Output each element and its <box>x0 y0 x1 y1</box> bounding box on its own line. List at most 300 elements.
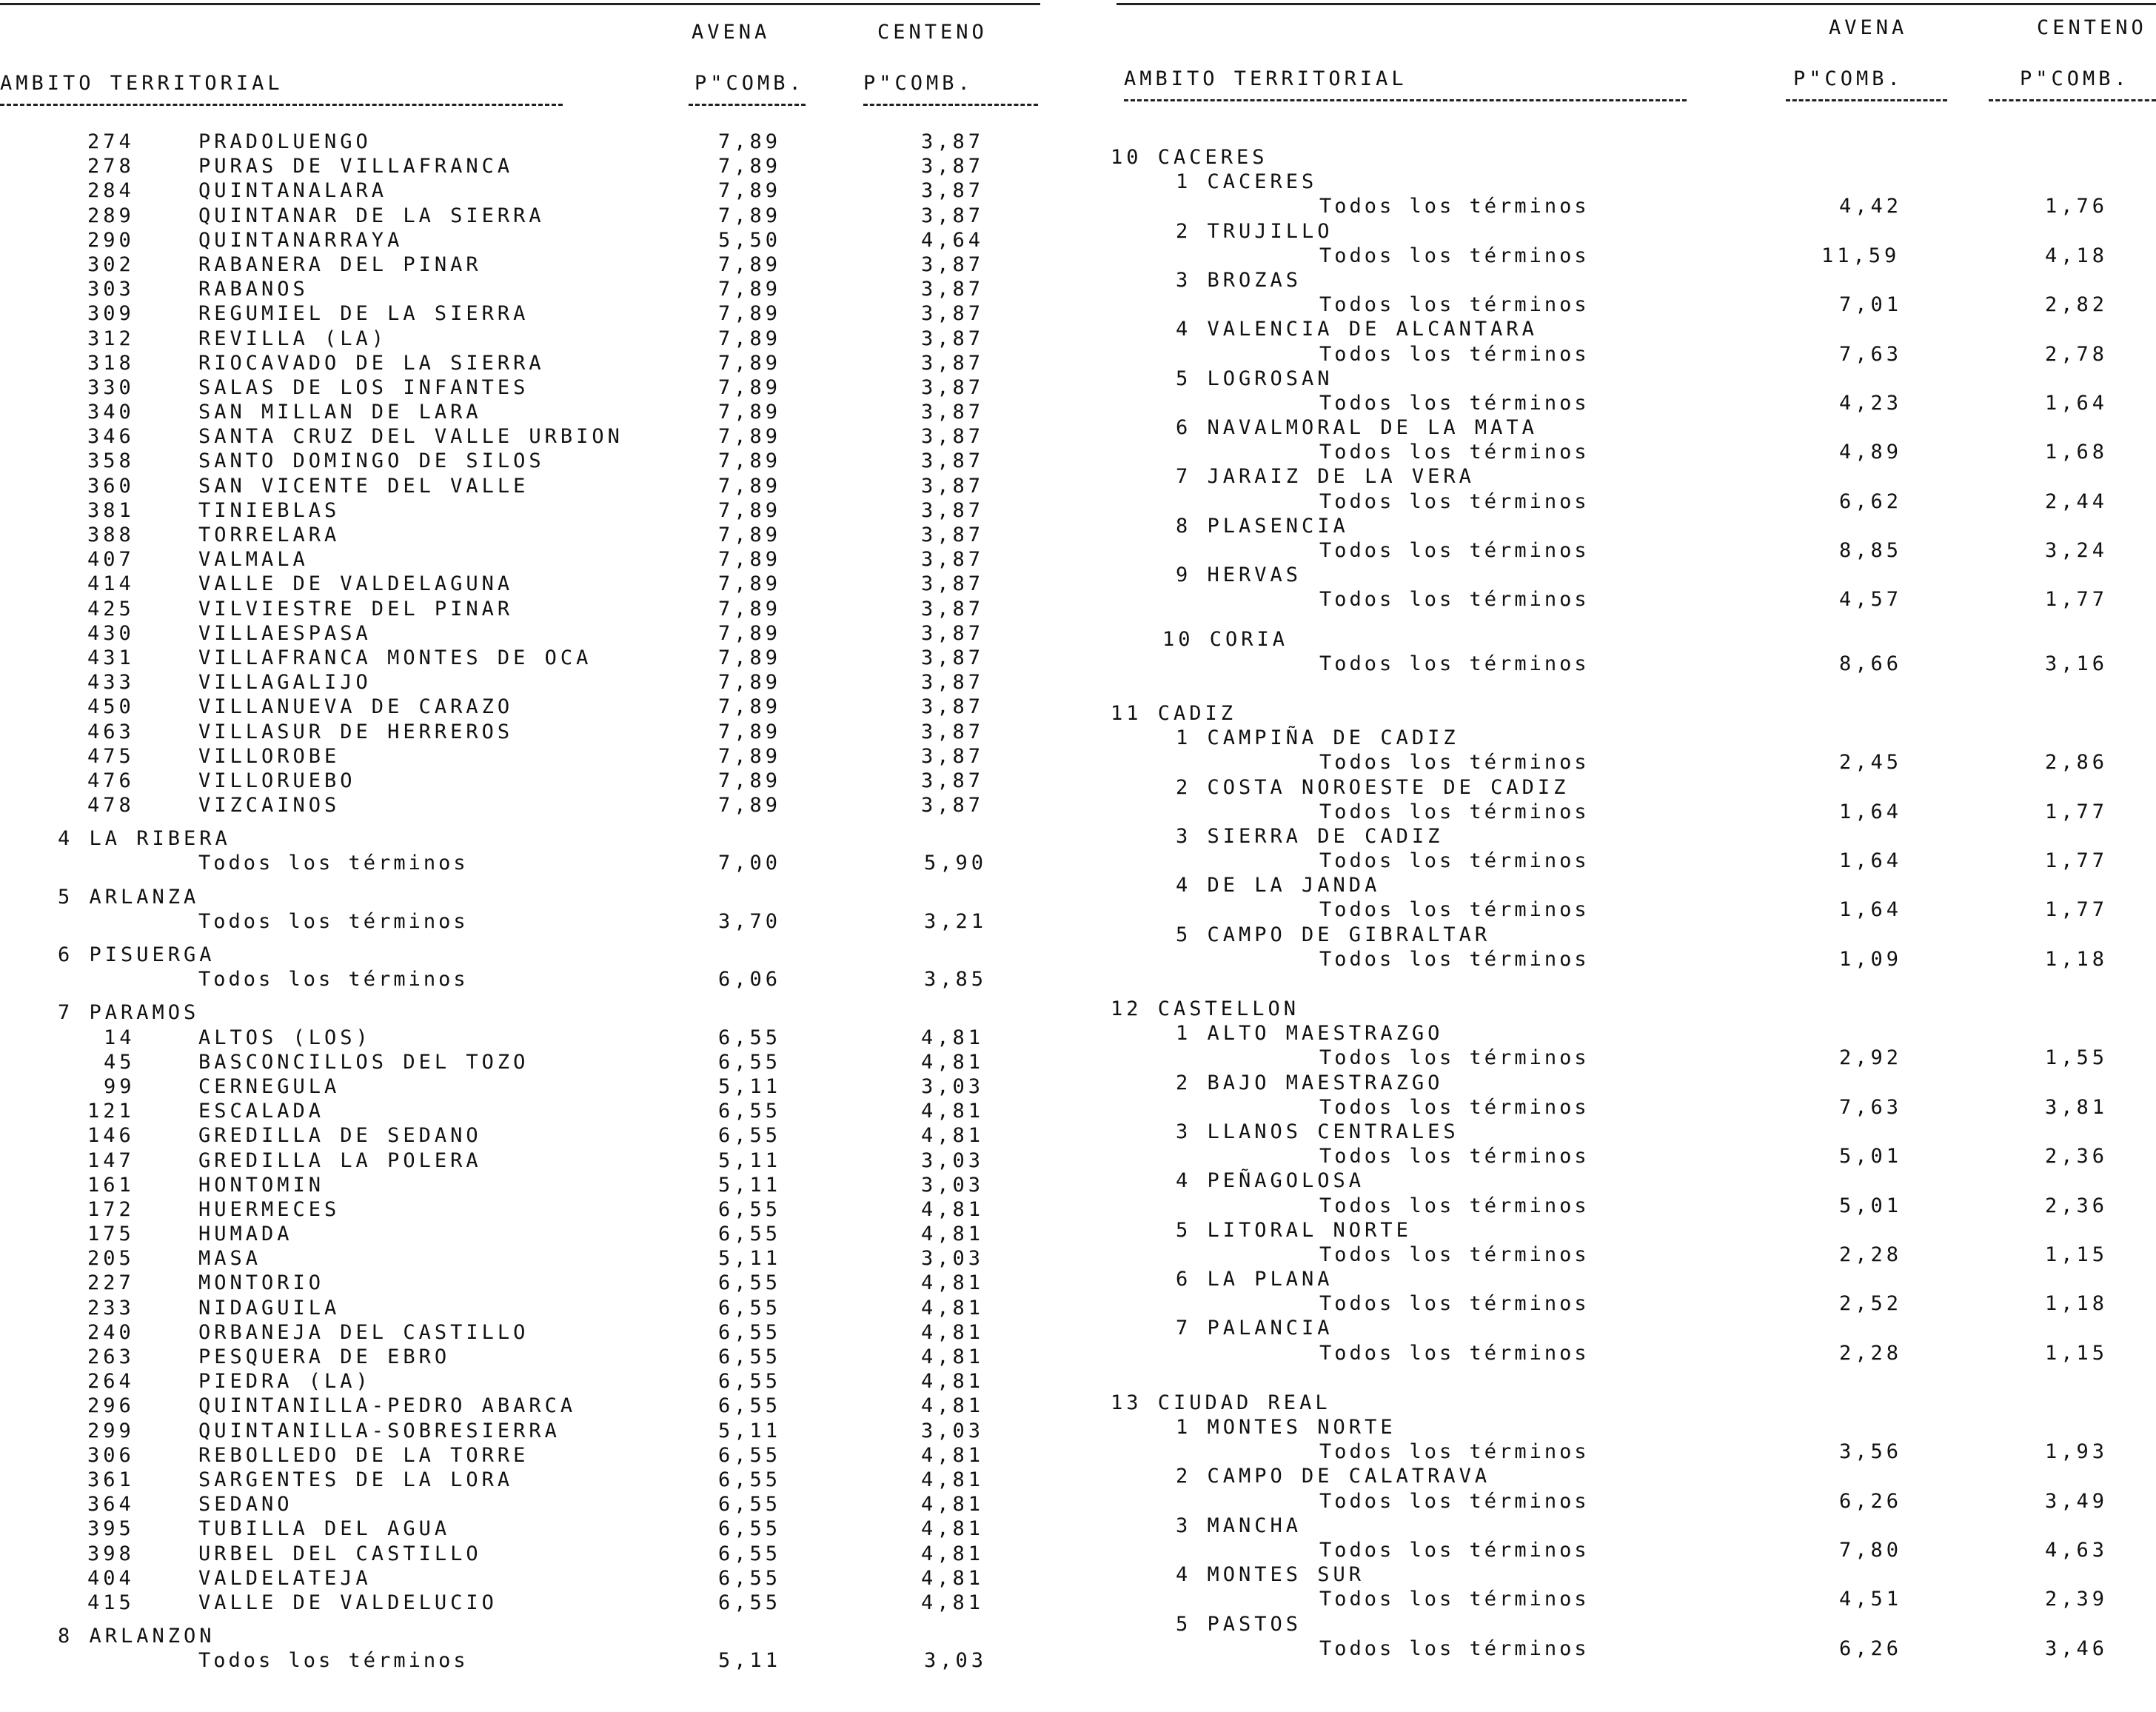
header-underline <box>1124 99 1687 101</box>
header-p-comb-centeno: P"COMB. <box>863 72 974 95</box>
centeno-value: 4,81 <box>921 1493 985 1517</box>
centeno-value: 3,87 <box>921 401 985 424</box>
centeno-value: 1,93 <box>2045 1440 2109 1464</box>
avena-value: 7,89 <box>718 302 782 326</box>
comarca-name: 2 TRUJILLO <box>1176 219 1333 243</box>
todos-label: Todos los términos <box>1319 947 1590 971</box>
comarca-name: 4 VALENCIA DE ALCANTARA <box>1176 318 1538 341</box>
header-p-comb-centeno: P"COMB. <box>2020 67 2130 90</box>
header-avena: AVENA <box>692 21 771 44</box>
centeno-value: 3,03 <box>924 1649 988 1673</box>
comarca-name: 7 PALANCIA <box>1176 1317 1333 1340</box>
municipality-name: QUINTANARRAYA <box>198 228 404 252</box>
municipality-code: 274 <box>87 130 135 153</box>
avena-value: 7,63 <box>1839 342 1903 366</box>
comarca-name: 3 LLANOS CENTRALES <box>1176 1120 1459 1143</box>
municipality-code: 14 <box>104 1026 135 1049</box>
avena-value: 7,80 <box>1839 1538 1903 1562</box>
avena-value: 5,11 <box>718 1074 782 1098</box>
avena-value: 3,70 <box>718 909 782 933</box>
municipality-code: 161 <box>87 1173 135 1197</box>
municipality-name: VALDELATEJA <box>198 1566 372 1590</box>
avena-value: 5,01 <box>1839 1145 1903 1168</box>
centeno-value: 3,87 <box>921 204 985 227</box>
centeno-value: 4,81 <box>921 1566 985 1590</box>
todos-label: Todos los términos <box>1319 293 1590 317</box>
avena-value: 6,55 <box>718 1223 782 1246</box>
municipality-code: 478 <box>87 794 135 817</box>
municipality-code: 264 <box>87 1370 135 1394</box>
comarca-name: 4 PEÑAGOLOSA <box>1176 1169 1365 1193</box>
todos-label: Todos los términos <box>1319 588 1590 612</box>
avena-value: 5,11 <box>718 1173 782 1197</box>
municipality-name: HUMADA <box>198 1223 293 1246</box>
centeno-value: 3,87 <box>921 794 985 817</box>
centeno-value: 4,81 <box>921 1542 985 1565</box>
centeno-value: 2,44 <box>2045 489 2109 513</box>
centeno-value: 3,87 <box>921 155 985 178</box>
header-avena: AVENA <box>1829 16 1908 39</box>
avena-value: 7,89 <box>718 253 782 276</box>
avena-value: 7,89 <box>718 695 782 719</box>
municipality-name: PESQUERA DE EBRO <box>198 1345 451 1368</box>
avena-value: 6,26 <box>1839 1636 1903 1660</box>
header-ambito-territorial: AMBITO TERRITORIAL <box>1124 67 1407 90</box>
avena-value: 7,89 <box>718 351 782 375</box>
centeno-value: 3,87 <box>921 744 985 768</box>
comarca-name: 1 ALTO MAESTRAZGO <box>1176 1022 1444 1046</box>
avena-value: 4,57 <box>1839 588 1903 612</box>
avena-value: 2,45 <box>1839 751 1903 775</box>
municipality-code: 476 <box>87 769 135 792</box>
avena-value: 7,01 <box>1839 293 1903 317</box>
avena-value: 5,01 <box>1839 1194 1903 1217</box>
municipality-name: GREDILLA LA POLERA <box>198 1148 482 1172</box>
municipality-code: 407 <box>87 548 135 572</box>
centeno-value: 4,81 <box>921 1320 985 1344</box>
avena-value: 1,09 <box>1839 947 1903 971</box>
top-rule <box>0 3 1040 5</box>
avena-value: 6,55 <box>718 1345 782 1368</box>
avena-value: 7,89 <box>718 597 782 621</box>
todos-label: Todos los términos <box>1319 539 1590 562</box>
centeno-value: 1,77 <box>2045 588 2109 612</box>
avena-value: 7,89 <box>718 720 782 743</box>
centeno-value: 3,87 <box>921 524 985 546</box>
centeno-value: 3,03 <box>921 1074 985 1098</box>
comarca-name: 5 PASTOS <box>1176 1612 1302 1636</box>
municipality-name: QUINTANILLA-PEDRO ABARCA <box>198 1394 577 1418</box>
municipality-code: 414 <box>87 572 135 596</box>
municipality-name: HONTOMIN <box>198 1173 325 1197</box>
municipality-name: VILLAFRANCA MONTES DE OCA <box>198 646 592 669</box>
centeno-value: 3,03 <box>921 1419 985 1442</box>
centeno-value: 1,77 <box>2045 800 2109 823</box>
comarca-name: 2 CAMPO DE CALATRAVA <box>1176 1465 1491 1488</box>
municipality-name: REVILLA (LA) <box>198 327 388 350</box>
centeno-value: 3,87 <box>921 695 985 719</box>
municipality-code: 175 <box>87 1223 135 1246</box>
centeno-value: 3,87 <box>921 572 985 596</box>
province-name: 13 CIUDAD REAL <box>1111 1391 1331 1414</box>
centeno-value: 3,87 <box>921 621 985 645</box>
centeno-value: 3,87 <box>921 646 985 669</box>
todos-label: Todos los términos <box>1319 1095 1590 1119</box>
municipality-name: HUERMECES <box>198 1197 341 1221</box>
centeno-value: 3,87 <box>921 671 985 695</box>
centeno-value: 3,87 <box>921 548 985 572</box>
municipality-code: 227 <box>87 1271 135 1295</box>
municipality-code: 121 <box>87 1100 135 1123</box>
avena-value: 6,55 <box>718 1443 782 1467</box>
todos-label: Todos los términos <box>1319 195 1590 218</box>
municipality-name: PIEDRA (LA) <box>198 1370 372 1394</box>
avena-value: 7,89 <box>718 278 782 301</box>
municipality-name: ORBANEJA DEL CASTILLO <box>198 1320 529 1344</box>
todos-label: Todos los términos <box>1319 391 1590 415</box>
avena-value: 1,64 <box>1839 898 1903 922</box>
avena-value: 5,11 <box>718 1419 782 1442</box>
municipality-name: VILLAGALIJO <box>198 671 372 695</box>
municipality-code: 312 <box>87 327 135 350</box>
municipality-name: TORRELARA <box>198 524 341 546</box>
municipality-name: VILLASUR DE HERREROS <box>198 720 514 743</box>
avena-value: 7,89 <box>718 327 782 350</box>
municipality-name: RABANOS <box>198 278 309 301</box>
avena-value: 6,55 <box>718 1566 782 1590</box>
municipality-code: 290 <box>87 228 135 252</box>
header-underline <box>1786 99 1947 101</box>
avena-value: 4,42 <box>1839 195 1903 218</box>
centeno-value: 3,87 <box>921 720 985 743</box>
todos-label: Todos los términos <box>1319 1538 1590 1562</box>
todos-label: Todos los términos <box>1319 244 1590 267</box>
comarca-name: 1 MONTES NORTE <box>1176 1416 1396 1439</box>
header-underline <box>863 104 1038 106</box>
centeno-value: 2,36 <box>2045 1145 2109 1168</box>
centeno-value: 3,49 <box>2045 1489 2109 1513</box>
municipality-code: 395 <box>87 1517 135 1541</box>
municipality-code: 475 <box>87 744 135 768</box>
municipality-code: 430 <box>87 621 135 645</box>
avena-value: 7,89 <box>718 572 782 596</box>
municipality-code: 284 <box>87 179 135 203</box>
municipality-code: 463 <box>87 720 135 743</box>
comarca-name: 6 NAVALMORAL DE LA MATA <box>1176 416 1538 440</box>
centeno-value: 2,78 <box>2045 342 2109 366</box>
centeno-value: 1,68 <box>2045 441 2109 464</box>
municipality-name: CERNEGULA <box>198 1074 341 1098</box>
municipality-name: GREDILLA DE SEDANO <box>198 1124 482 1148</box>
centeno-value: 3,87 <box>921 597 985 621</box>
municipality-code: 172 <box>87 1197 135 1221</box>
municipality-name: SARGENTES DE LA LORA <box>198 1468 514 1491</box>
centeno-value: 4,18 <box>2045 244 2109 267</box>
municipality-code: 278 <box>87 155 135 178</box>
avena-value: 7,89 <box>718 794 782 817</box>
todos-label: Todos los términos <box>1319 652 1590 675</box>
municipality-name: VALLE DE VALDELUCIO <box>198 1591 498 1614</box>
comarca-name: 3 SIERRA DE CADIZ <box>1176 824 1444 848</box>
avena-value: 7,89 <box>718 744 782 768</box>
centeno-value: 3,87 <box>921 425 985 449</box>
avena-value: 5,11 <box>718 1649 782 1673</box>
avena-value: 8,85 <box>1839 539 1903 562</box>
region-name: 6 PISUERGA <box>58 943 215 966</box>
todos-label: Todos los términos <box>1319 1292 1590 1316</box>
centeno-value: 3,87 <box>921 449 985 473</box>
comarca-name: 2 COSTA NOROESTE DE CADIZ <box>1176 775 1570 799</box>
avena-value: 6,55 <box>718 1370 782 1394</box>
todos-label: Todos los términos <box>1319 441 1590 464</box>
centeno-value: 4,81 <box>921 1223 985 1246</box>
todos-label: Todos los términos <box>1319 1440 1590 1464</box>
centeno-value: 3,87 <box>921 130 985 153</box>
municipality-code: 431 <box>87 646 135 669</box>
todos-label: Todos los términos <box>1319 800 1590 823</box>
centeno-value: 1,64 <box>2045 391 2109 415</box>
centeno-value: 3,16 <box>2045 652 2109 675</box>
municipality-name: SANTA CRUZ DEL VALLE URBION <box>198 425 623 449</box>
avena-value: 6,55 <box>718 1320 782 1344</box>
avena-value: 6,06 <box>718 968 782 992</box>
todos-label: Todos los términos <box>1319 1243 1590 1266</box>
avena-value: 7,89 <box>718 646 782 669</box>
municipality-name: BASCONCILLOS DEL TOZO <box>198 1050 529 1074</box>
comarca-name: 4 DE LA JANDA <box>1176 874 1381 897</box>
region-name: 5 ARLANZA <box>58 885 200 909</box>
comarca-name: 10 CORIA <box>1162 627 1289 651</box>
municipality-name: QUINTANILLA-SOBRESIERRA <box>198 1419 560 1442</box>
municipality-code: 147 <box>87 1148 135 1172</box>
header-centeno: CENTENO <box>2037 16 2147 39</box>
todos-label: Todos los términos <box>1319 1194 1590 1217</box>
municipality-code: 289 <box>87 204 135 227</box>
centeno-value: 3,03 <box>921 1247 985 1271</box>
municipality-name: RIOCAVADO DE LA SIERRA <box>198 351 545 375</box>
avena-value: 7,89 <box>718 401 782 424</box>
centeno-value: 2,82 <box>2045 293 2109 317</box>
avena-value: 1,64 <box>1839 849 1903 873</box>
header-p-comb-avena: P"COMB. <box>694 72 805 95</box>
avena-value: 2,28 <box>1839 1341 1903 1365</box>
municipality-code: 415 <box>87 1591 135 1614</box>
avena-value: 7,89 <box>718 375 782 399</box>
avena-value: 3,56 <box>1839 1440 1903 1464</box>
centeno-value: 3,87 <box>921 769 985 792</box>
municipality-name: REBOLLEDO DE LA TORRE <box>198 1443 529 1467</box>
todos-label: Todos los términos <box>1319 1489 1590 1513</box>
province-name: 11 CADIZ <box>1111 701 1237 725</box>
avena-value: 2,52 <box>1839 1292 1903 1316</box>
todos-label: Todos los términos <box>198 909 469 933</box>
municipality-code: 404 <box>87 1566 135 1590</box>
municipality-code: 263 <box>87 1345 135 1368</box>
municipality-code: 233 <box>87 1296 135 1320</box>
municipality-name: SAN VICENTE DEL VALLE <box>198 474 529 498</box>
comarca-name: 8 PLASENCIA <box>1176 514 1349 538</box>
municipality-code: 360 <box>87 474 135 498</box>
avena-value: 6,55 <box>718 1517 782 1541</box>
centeno-value: 2,39 <box>2045 1588 2109 1611</box>
municipality-code: 99 <box>104 1074 135 1098</box>
municipality-name: QUINTANAR DE LA SIERRA <box>198 204 545 227</box>
centeno-value: 1,18 <box>2045 947 2109 971</box>
municipality-code: 306 <box>87 1443 135 1467</box>
municipality-name: ALTOS (LOS) <box>198 1026 372 1049</box>
comarca-name: 9 HERVAS <box>1176 564 1302 587</box>
centeno-value: 4,81 <box>921 1517 985 1541</box>
header-underline <box>689 104 806 106</box>
municipality-name: QUINTANALARA <box>198 179 388 203</box>
avena-value: 11,59 <box>1821 244 1901 267</box>
avena-value: 7,89 <box>718 204 782 227</box>
municipality-name: SANTO DOMINGO DE SILOS <box>198 449 545 473</box>
municipality-name: URBEL DEL CASTILLO <box>198 1542 482 1565</box>
centeno-value: 3,87 <box>921 327 985 350</box>
todos-label: Todos los términos <box>198 968 469 992</box>
municipality-name: VILLOROBE <box>198 744 341 768</box>
avena-value: 5,11 <box>718 1247 782 1271</box>
centeno-value: 3,87 <box>921 179 985 203</box>
centeno-value: 3,03 <box>921 1148 985 1172</box>
centeno-value: 4,81 <box>921 1050 985 1074</box>
todos-label: Todos los términos <box>1319 1145 1590 1168</box>
municipality-name: VILLANUEVA DE CARAZO <box>198 695 514 719</box>
centeno-value: 4,81 <box>921 1370 985 1394</box>
centeno-value: 4,81 <box>921 1026 985 1049</box>
municipality-name: REGUMIEL DE LA SIERRA <box>198 302 529 326</box>
municipality-code: 388 <box>87 524 135 546</box>
comarca-name: 2 BAJO MAESTRAZGO <box>1176 1071 1444 1094</box>
centeno-value: 2,36 <box>2045 1194 2109 1217</box>
municipality-code: 361 <box>87 1468 135 1491</box>
avena-value: 7,89 <box>718 179 782 203</box>
centeno-value: 3,24 <box>2045 539 2109 562</box>
municipality-name: MONTORIO <box>198 1271 325 1295</box>
avena-value: 1,64 <box>1839 800 1903 823</box>
municipality-code: 303 <box>87 278 135 301</box>
centeno-value: 3,85 <box>924 968 988 992</box>
municipality-name: VALMALA <box>198 548 309 572</box>
avena-value: 5,11 <box>718 1148 782 1172</box>
municipality-code: 330 <box>87 375 135 399</box>
municipality-code: 340 <box>87 401 135 424</box>
municipality-code: 299 <box>87 1419 135 1442</box>
municipality-code: 302 <box>87 253 135 276</box>
centeno-value: 1,76 <box>2045 195 2109 218</box>
municipality-code: 425 <box>87 597 135 621</box>
province-name: 10 CACERES <box>1111 146 1268 169</box>
comarca-name: 1 CAMPIÑA DE CADIZ <box>1176 726 1459 750</box>
municipality-code: 240 <box>87 1320 135 1344</box>
centeno-value: 1,77 <box>2045 898 2109 922</box>
municipality-code: 358 <box>87 449 135 473</box>
centeno-value: 1,55 <box>2045 1046 2109 1070</box>
centeno-value: 3,81 <box>2045 1095 2109 1119</box>
centeno-value: 3,03 <box>921 1173 985 1197</box>
centeno-value: 3,21 <box>924 909 988 933</box>
avena-value: 6,55 <box>718 1296 782 1320</box>
centeno-value: 4,81 <box>921 1591 985 1614</box>
avena-value: 6,55 <box>718 1271 782 1295</box>
municipality-name: VILVIESTRE DEL PINAR <box>198 597 514 621</box>
municipality-name: ESCALADA <box>198 1100 325 1123</box>
municipality-code: 318 <box>87 351 135 375</box>
centeno-value: 5,90 <box>924 852 988 875</box>
comarca-name: 5 LITORAL NORTE <box>1176 1218 1412 1242</box>
comarca-name: 1 CACERES <box>1176 170 1318 194</box>
centeno-value: 4,81 <box>921 1197 985 1221</box>
comarca-name: 5 CAMPO DE GIBRALTAR <box>1176 923 1491 946</box>
avena-value: 6,55 <box>718 1591 782 1614</box>
avena-value: 6,55 <box>718 1124 782 1148</box>
centeno-value: 3,87 <box>921 474 985 498</box>
avena-value: 5,50 <box>718 228 782 252</box>
region-name: 8 ARLANZON <box>58 1625 215 1648</box>
municipality-name: MASA <box>198 1247 262 1271</box>
municipality-name: NIDAGUILA <box>198 1296 341 1320</box>
todos-label: Todos los términos <box>198 1649 469 1673</box>
todos-label: Todos los términos <box>1319 751 1590 775</box>
municipality-code: 205 <box>87 1247 135 1271</box>
municipality-name: PRADOLUENGO <box>198 130 372 153</box>
todos-label: Todos los términos <box>1319 342 1590 366</box>
municipality-name: VIZCAINOS <box>198 794 341 817</box>
municipality-name: SALAS DE LOS INFANTES <box>198 375 529 399</box>
region-name: 7 PARAMOS <box>58 1001 200 1025</box>
avena-value: 7,89 <box>718 155 782 178</box>
avena-value: 7,89 <box>718 425 782 449</box>
avena-value: 4,89 <box>1839 441 1903 464</box>
avena-value: 7,89 <box>718 548 782 572</box>
avena-value: 2,92 <box>1839 1046 1903 1070</box>
centeno-value: 3,87 <box>921 351 985 375</box>
centeno-value: 3,87 <box>921 253 985 276</box>
todos-label: Todos los términos <box>1319 1341 1590 1365</box>
centeno-value: 4,63 <box>2045 1538 2109 1562</box>
centeno-value: 4,81 <box>921 1394 985 1418</box>
region-name: 4 LA RIBERA <box>58 827 231 851</box>
centeno-value: 1,15 <box>2045 1243 2109 1266</box>
centeno-value: 1,18 <box>2045 1292 2109 1316</box>
avena-value: 7,89 <box>718 449 782 473</box>
centeno-value: 4,81 <box>921 1100 985 1123</box>
todos-label: Todos los términos <box>1319 898 1590 922</box>
avena-value: 7,89 <box>718 474 782 498</box>
centeno-value: 4,81 <box>921 1124 985 1148</box>
municipality-name: TINIEBLAS <box>198 498 341 522</box>
avena-value: 6,55 <box>718 1542 782 1565</box>
avena-value: 7,89 <box>718 621 782 645</box>
centeno-value: 3,87 <box>921 375 985 399</box>
comarca-name: 4 MONTES SUR <box>1176 1563 1365 1587</box>
province-name: 12 CASTELLON <box>1111 997 1300 1020</box>
municipality-code: 450 <box>87 695 135 719</box>
comarca-name: 6 LA PLANA <box>1176 1268 1333 1291</box>
header-underline <box>0 104 563 106</box>
todos-label: Todos los términos <box>1319 489 1590 513</box>
municipality-code: 309 <box>87 302 135 326</box>
avena-value: 4,51 <box>1839 1588 1903 1611</box>
avena-value: 4,23 <box>1839 391 1903 415</box>
avena-value: 6,55 <box>718 1468 782 1491</box>
centeno-value: 4,64 <box>921 228 985 252</box>
municipality-name: VALLE DE VALDELAGUNA <box>198 572 514 596</box>
municipality-name: SAN MILLAN DE LARA <box>198 401 482 424</box>
comarca-name: 3 BROZAS <box>1176 268 1302 292</box>
header-centeno: CENTENO <box>877 21 988 44</box>
